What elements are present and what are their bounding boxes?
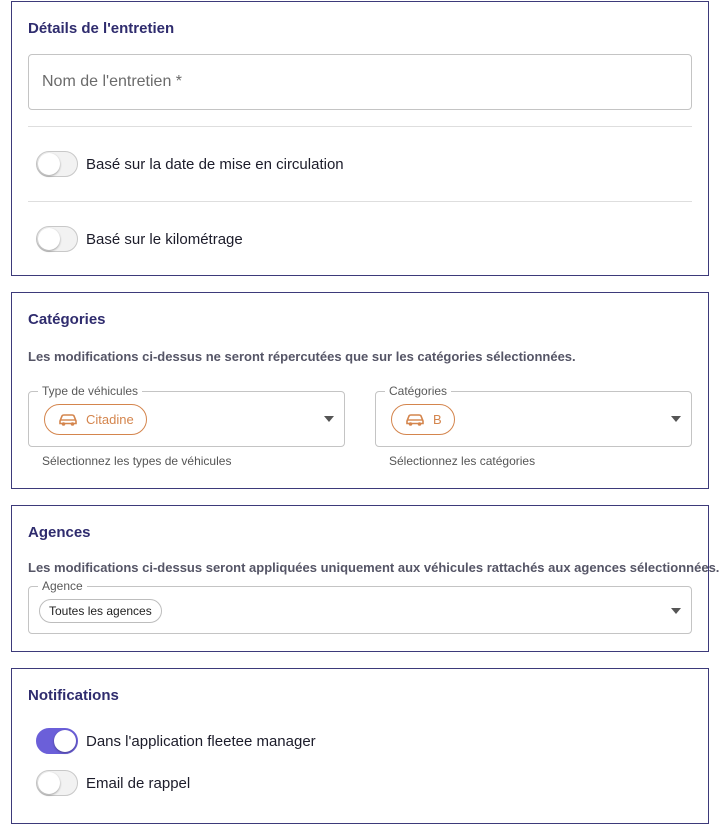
km-toggle-row[interactable] [36, 226, 243, 252]
category-chip-label: B [433, 412, 442, 427]
category-helper: Sélectionnez les catégories [389, 454, 536, 468]
toggle-knob [38, 228, 60, 250]
caret-down-icon[interactable] [671, 608, 681, 614]
date-toggle-row[interactable] [36, 151, 344, 177]
category-label: Catégories [385, 384, 451, 398]
vehicle-type-helper: Sélectionnez les types de véhicules [42, 454, 232, 468]
agency-chip-label: Toutes les agences [49, 604, 152, 618]
toggle-knob [54, 730, 76, 752]
app-notification-row[interactable] [36, 728, 316, 754]
categories-card [11, 292, 709, 489]
toggle-knob [38, 772, 60, 794]
agencies-description: Les modifications ci-dessus seront appliquées uniquement aux véhicules rattachés aux agences sélectionnées. [28, 560, 720, 575]
email-reminder-toggle[interactable] [36, 770, 78, 796]
km-toggle-label: Basé sur le kilométrage [86, 230, 243, 248]
categories-title: Catégories [28, 311, 106, 328]
details-title: Détails de l'entretien [28, 20, 175, 37]
caret-down-icon[interactable] [671, 416, 681, 422]
divider [28, 126, 692, 127]
divider [28, 201, 692, 202]
notifications-card [11, 668, 709, 824]
date-toggle[interactable] [36, 151, 78, 177]
vehicle-type-label: Type de véhicules [38, 384, 142, 398]
toggle-knob [38, 153, 60, 175]
app-notification-toggle[interactable] [36, 728, 78, 754]
agency-select[interactable] [28, 579, 692, 634]
date-toggle-label: Basé sur la date de mise en circulation [86, 155, 344, 173]
agency-chip[interactable] [39, 599, 162, 623]
category-chip[interactable] [391, 404, 455, 435]
categories-description: Les modifications ci-dessus ne seront répercutées que sur les catégories sélectionnées. [28, 349, 576, 364]
email-reminder-row[interactable] [36, 770, 190, 796]
email-reminder-label: Email de rappel [86, 774, 191, 792]
category-select[interactable] [375, 384, 692, 447]
vehicle-type-select[interactable] [28, 384, 345, 447]
app-notification-label: Dans l'application fleetee manager [86, 732, 316, 750]
car-icon [405, 414, 425, 426]
agency-label: Agence [38, 579, 87, 593]
vehicle-type-chip[interactable] [44, 404, 147, 435]
car-icon [58, 414, 78, 426]
maintenance-name-placeholder: Nom de l'entretien * [42, 73, 183, 90]
vehicle-type-chip-label: Citadine [86, 412, 134, 427]
agencies-card [11, 505, 720, 652]
km-toggle[interactable] [36, 226, 78, 252]
agencies-title: Agences [28, 524, 91, 541]
notifications-title: Notifications [28, 687, 119, 704]
maintenance-name-field[interactable] [28, 54, 692, 110]
details-card [11, 1, 709, 276]
caret-down-icon[interactable] [324, 416, 334, 422]
